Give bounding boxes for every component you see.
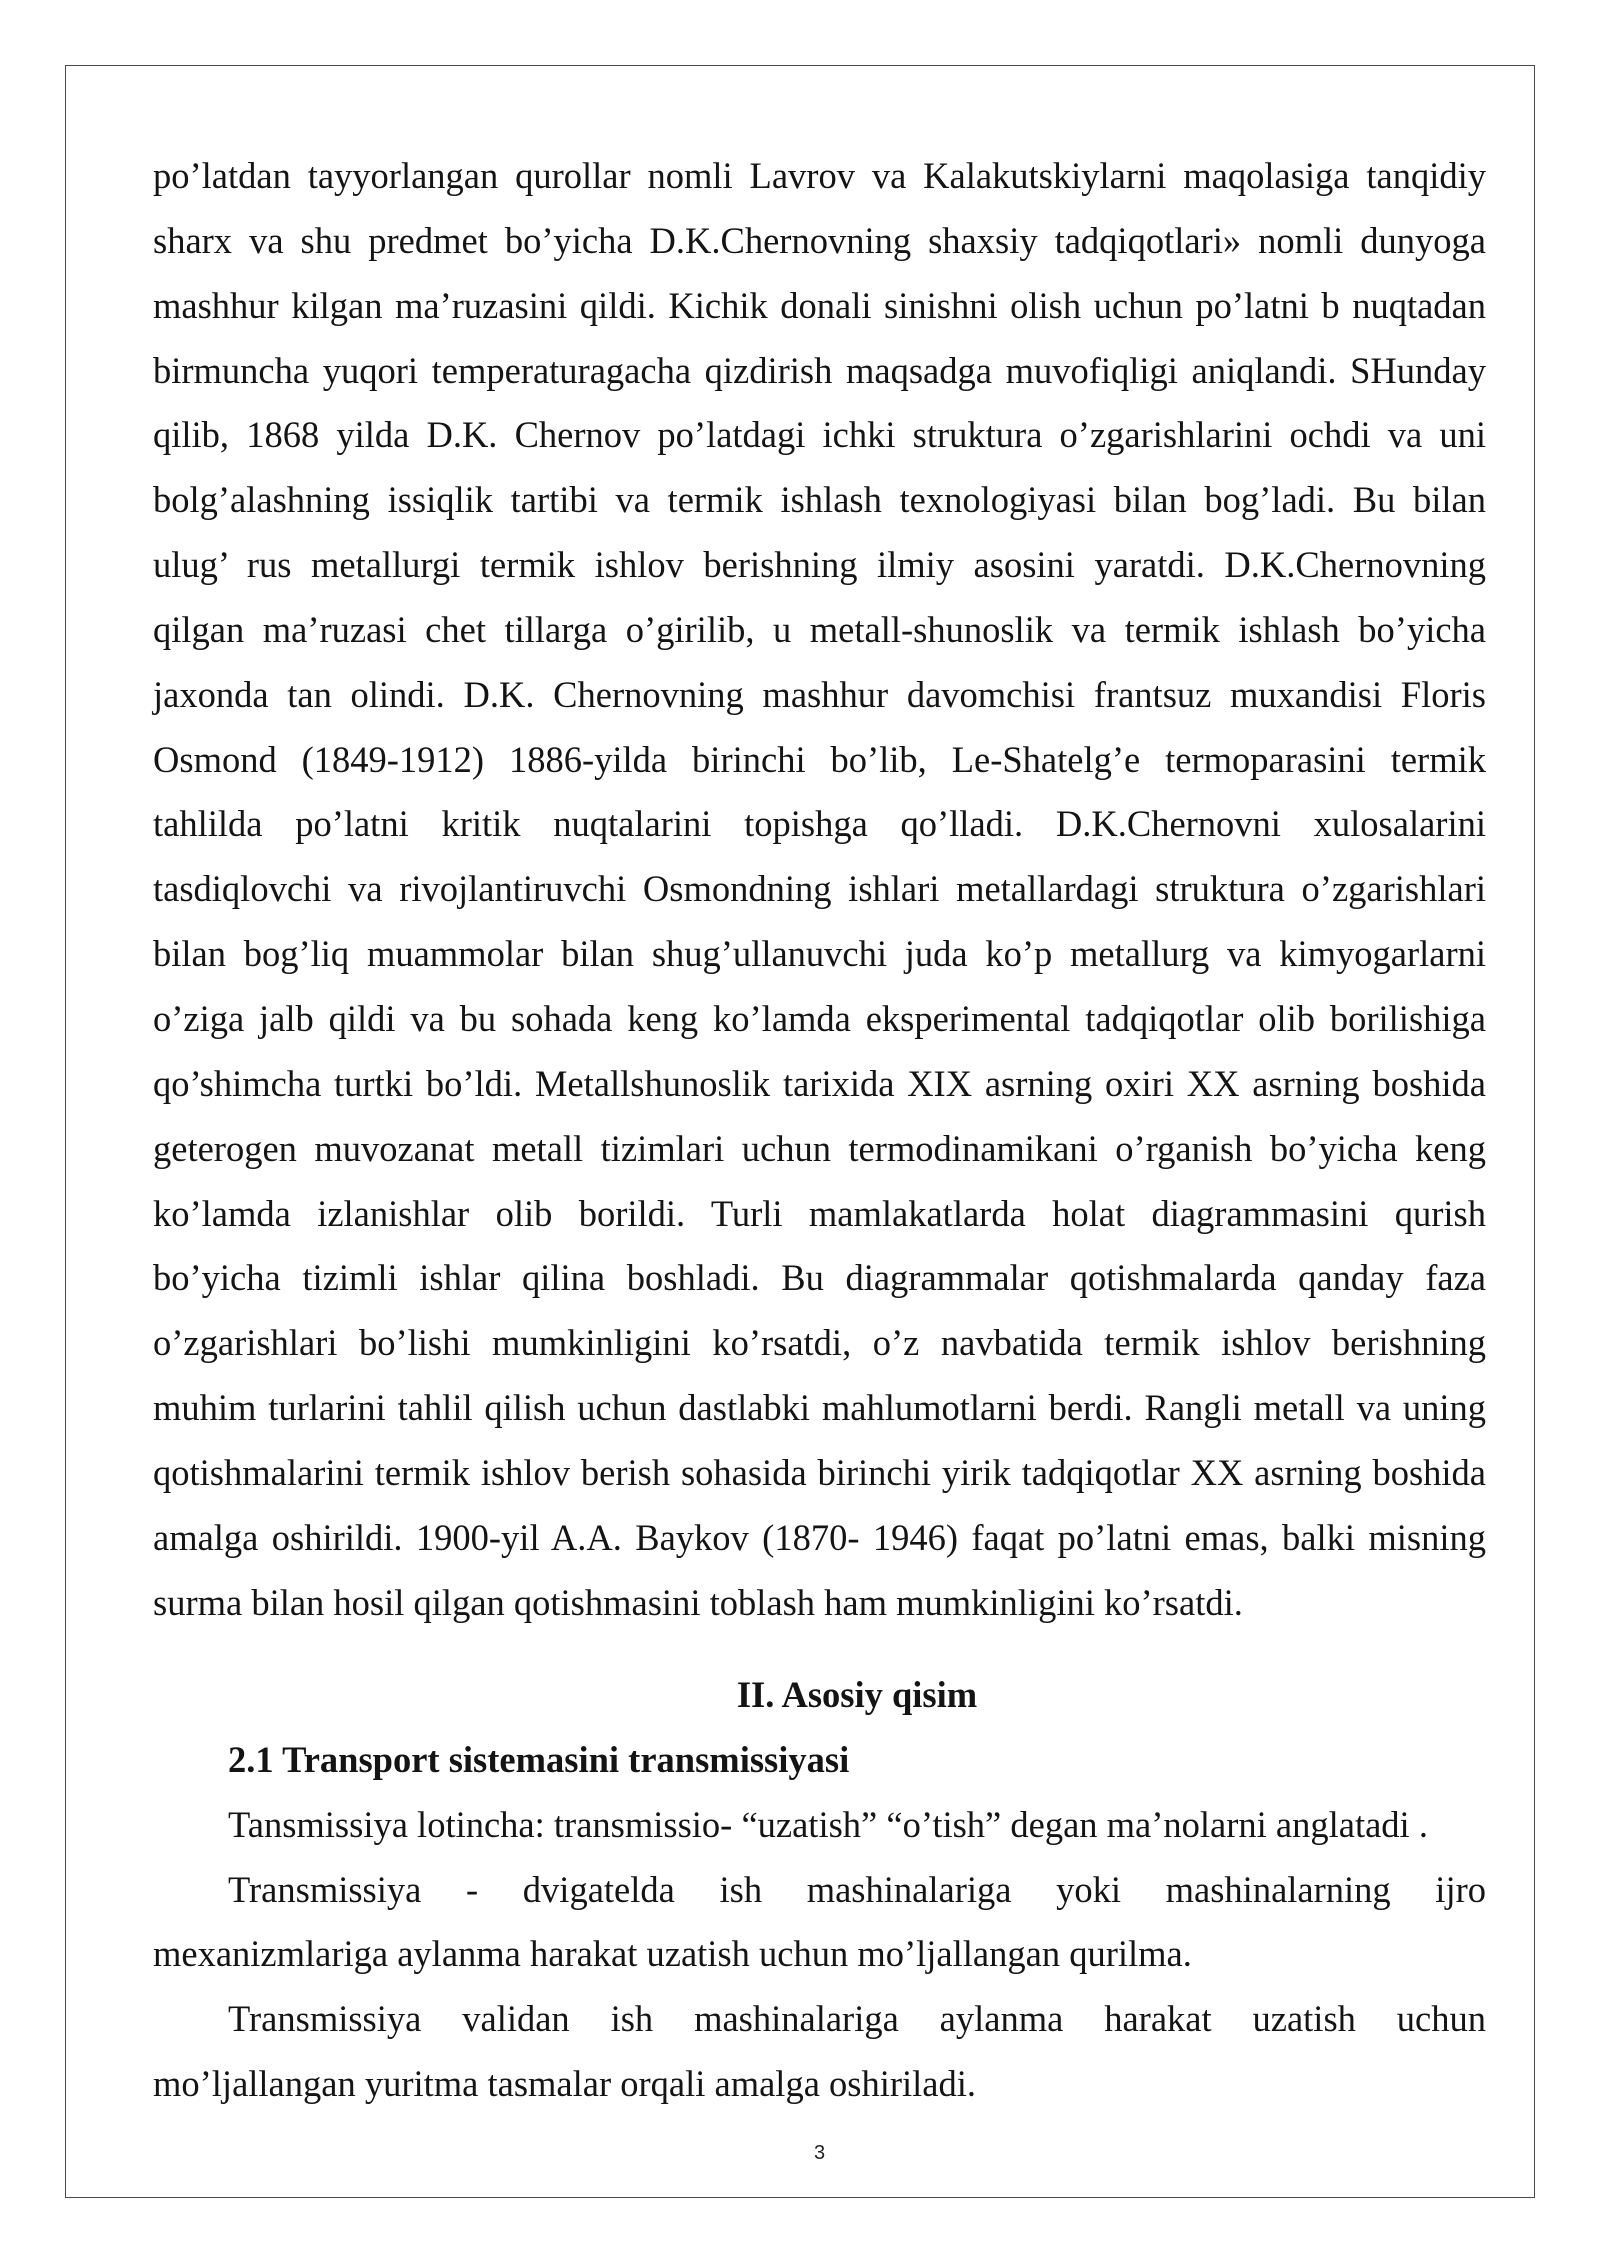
body-text-line: Osmond (1849-1912) 1886-yilda birinchi bo’lib, Le-Shatelg’e termoparasini termik xyxy=(153,738,1486,780)
body-text-line: Transmissiya validan ish mashinalariga aylanma harakat uzatish uchun xyxy=(228,1998,1486,2040)
section-heading: II. Asosiy qisim xyxy=(736,1674,978,1715)
body-text-line: ulug’ rus metallurgi termik ishlov berishning ilmiy asosini yaratdi. D.K.Chernovning xyxy=(153,544,1486,586)
body-text-line: tahlilda po’latni kritik nuqtalarini topishga qo’lladi. D.K.Chernovni xulosalarini xyxy=(153,803,1486,845)
subsection-heading: 2.1 Transport sistemasini transmissiyasi xyxy=(228,1738,850,1780)
main-section xyxy=(153,1663,1486,2117)
body-text-line: jaxonda tan olindi. D.K. Chernovning mashhur davomchisi frantsuz muxandisi Floris xyxy=(153,673,1486,715)
body-text-line: o’ziga jalb qildi va bu sohada keng ko’lamda eksperimental tadqiqotlar olib borilishiga xyxy=(153,997,1486,1039)
body-text-line: bolg’alashning issiqlik tartibi va termik ishlash texnologiyasi bilan bog’ladi. Bu bilan xyxy=(153,479,1486,521)
body-text-line: ko’lamda izlanishlar olib borildi. Turli mamlakatlarda holat diagrammasini qurish xyxy=(153,1192,1486,1234)
body-text-line: o’zgarishlari bo’lishi mumkinligini ko’rsatdi, o’z navbatida termik ishlov berishning xyxy=(153,1322,1486,1364)
body-text-line: geterogen muvozanat metall tizimlari uchun termodinamikani o’rganish bo’yicha keng xyxy=(153,1127,1486,1169)
body-text-line: Transmissiya - dvigatelda ish mashinalariga yoki mashinalarning ijro xyxy=(228,1868,1486,1910)
body-text-line: qilgan ma’ruzasi chet tillarga o’girilib, u metall-shunoslik va termik ishlash bo’yicha xyxy=(153,608,1486,650)
body-text-line: Tansmissiya lotincha: transmissio- “uzatish” “o’tish” degan ma’nolarni anglatadi . xyxy=(228,1803,1428,1845)
body-text-line: muhim turlarini tahlil qilish uchun dastlabki mahlumotlarni berdi. Rangli metall va uning xyxy=(153,1387,1486,1429)
body-text-line: qo’shimcha turtki bo’ldi. Metallshunoslik tarixida XIX asrning oxiri XX asrning boshida xyxy=(153,1062,1486,1104)
paragraph xyxy=(153,1987,1486,2117)
body-text-line: mashhur kilgan ma’ruzasini qildi. Kichik donali sinishni olish uchun po’latni b nuqtadan xyxy=(153,284,1486,326)
body-text-line: tasdiqlovchi va rivojlantiruvchi Osmondning ishlari metallardagi struktura o’zgarishlari xyxy=(153,868,1486,910)
body-text-line: birmuncha yuqori temperaturagacha qizdirish maqsadga muvofiqligi aniqlandi. SHunday xyxy=(153,349,1486,391)
intro-paragraph xyxy=(153,144,1486,1635)
paragraph xyxy=(153,1793,1486,1858)
body-text-line: qilib, 1868 yilda D.K. Chernov po’latdagi ichki struktura o’zgarishlarini ochdi va uni xyxy=(153,414,1486,456)
body-text-line: sharx va shu predmet bo’yicha D.K.Chernovning shaxsiy tadqiqotlari» nomli dunyoga xyxy=(153,219,1486,261)
body-text-line: bilan bog’liq muammolar bilan shug’ullanuvchi juda ko’p metallurg va kimyogarlarni xyxy=(153,933,1486,975)
body-text-line: mo’ljallangan yuritma tasmalar orqali amalga oshiriladi. xyxy=(153,2063,977,2105)
body-text-line: bo’yicha tizimli ishlar qilina boshladi. Bu diagrammalar qotishmalarda qanday faza xyxy=(153,1257,1486,1299)
body-text-line: mexanizmlariga aylanma harakat uzatish uchun mo’ljallangan qurilma. xyxy=(153,1933,1192,1975)
paragraph xyxy=(153,1858,1486,1988)
body-text-line: qotishmalarini termik ishlov berish sohasida birinchi yirik tadqiqotlar XX asrning boshida xyxy=(153,1451,1486,1493)
page-number: 3 xyxy=(813,2142,826,2164)
body-text-line: amalga oshirildi. 1900-yil A.A. Baykov (1870- 1946) faqat po’latni emas, balki misning xyxy=(153,1516,1486,1558)
body-text-line: po’latdan tayyorlangan qurollar nomli Lavrov va Kalakutskiylarni maqolasiga tanqidiy xyxy=(153,155,1486,196)
body-text-line: surma bilan hosil qilgan qotishmasini toblash ham mumkinligini ko’rsatdi. xyxy=(153,1581,1243,1623)
